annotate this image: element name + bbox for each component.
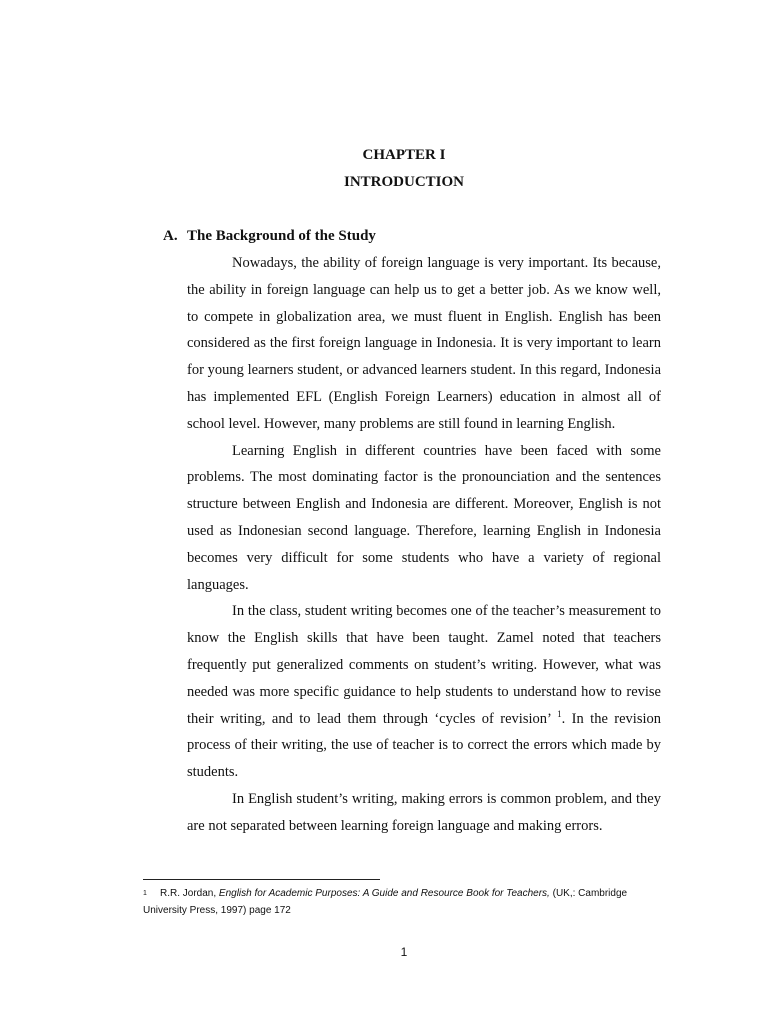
footnote-reference: 1	[557, 708, 562, 719]
footnote-author: R.R. Jordan,	[160, 888, 219, 899]
chapter-title: INTRODUCTION	[343, 174, 464, 190]
paragraph	[187, 598, 661, 786]
paragraph: Learning English in different countries have been faced with some problems. The most dominating factor is the pronounciation and the sentences structure between English and Indonesia are different. Moreover, English is not used as Indonesian second language. Therefore, learning English in Indonesia becomes very difficult for some students who have a variety of regional languages.	[187, 442, 661, 593]
paragraph: Nowadays, the ability of foreign language is very important. Its because, the ability in foreign language can help us to get a better job. As we know well, to compete in globalization area, we must fluent in English. English has been considered as the first foreign language in Indonesia. It is very important to learn for young learners student, or advanced learners student. In this regard, Indonesia has implemented EFL (English Foreign Learners) education in almost all of school level. However, many problems are still found in learning English.	[187, 255, 661, 432]
chapter-number: CHAPTER I	[362, 147, 446, 163]
footnote-book-title: English for Academic Purposes: A Guide and Resource Book for Teachers,	[218, 888, 550, 899]
section-marker: A.	[163, 228, 178, 244]
footnote-publication: (UK,: Cambridge University Press, 1997) page 172	[143, 888, 628, 916]
paragraph-text: In the class, student writing becomes one of the teacher’s measurement to know the English skills that have been taught. Zamel noted that teachers frequently put generalized comments on student’s writing. However, what was needed was more specific guidance to help students to understand how to revise their writing, and to lead them through ‘cycles of revision’	[187, 603, 661, 727]
paragraph-text: . In the revision process of their writing, the use of teacher is to correct the errors which made by students.	[187, 710, 661, 781]
paragraph: In English student’s writing, making errors is common problem, and they are not separated between learning foreign language and making errors.	[187, 790, 661, 834]
section-heading	[163, 228, 376, 245]
page-number: 1	[400, 945, 408, 959]
footnote-divider	[143, 879, 380, 880]
footnote	[143, 885, 663, 919]
body-text	[187, 250, 661, 840]
section-title: The Background of the Study	[187, 228, 376, 244]
footnote-mark: 1	[143, 890, 147, 897]
